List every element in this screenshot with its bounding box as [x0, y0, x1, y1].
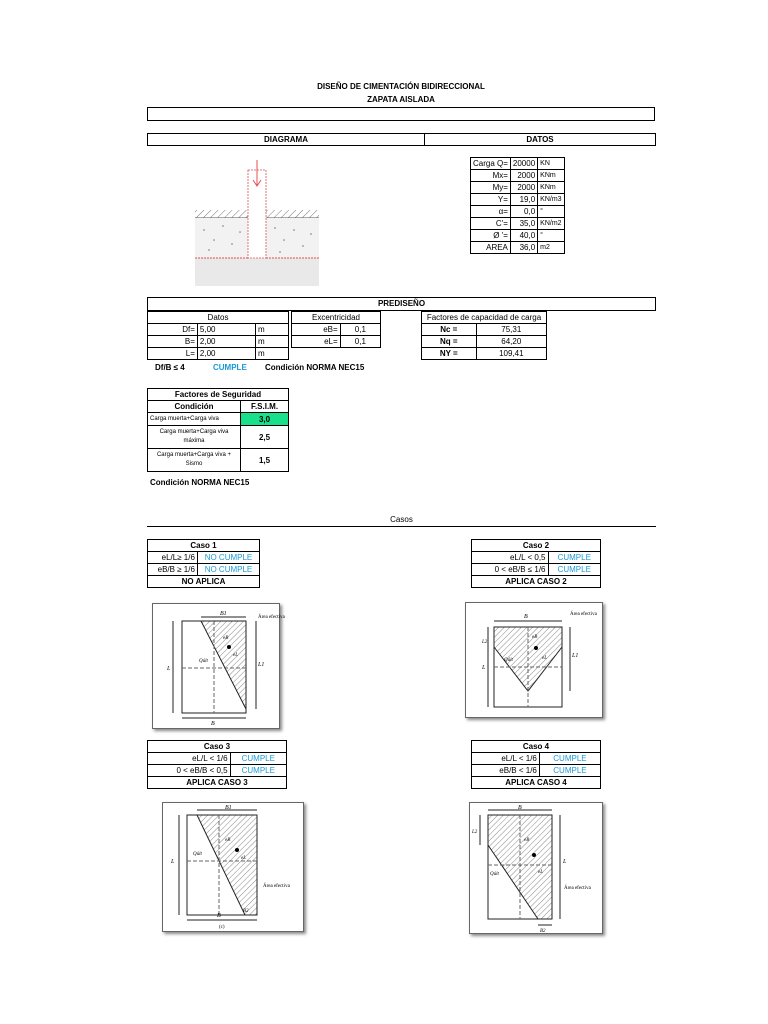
caso-3-eb-label: eB	[225, 838, 231, 843]
seguridad-title: Factores de Seguridad	[148, 389, 289, 401]
caso-4-el-label: eL	[538, 870, 543, 875]
datos-label: Y=	[471, 194, 511, 206]
pre-datos-row	[148, 324, 289, 336]
datos-row	[471, 230, 565, 242]
excentricidad-table	[291, 311, 381, 348]
diagrama-header: DIAGRAMA	[148, 134, 425, 146]
caso-1-b-label: B	[211, 721, 215, 727]
caso-4-eb-label: eB	[524, 838, 530, 843]
caso-1-cond-1: eL/L≥ 1/6	[148, 552, 198, 564]
caso-1-cond-2: eB/B ≥ 1/6	[148, 564, 198, 576]
caso-2-cond-2: 0 < eB/B ≤ 1/6	[472, 564, 549, 576]
caso-1-el-label: eL	[233, 653, 238, 658]
factores-header: Factores de capacidad de carga	[422, 312, 547, 324]
pre-datos-unit: m	[256, 336, 289, 348]
seguridad-cond-2: Carga muerta+Carga viva máxima	[148, 426, 241, 449]
condicion-norma-label: Condición NORMA NEC15	[265, 363, 365, 372]
caso-4-qult-label: Qúlt	[490, 872, 499, 877]
datos-row	[471, 206, 565, 218]
caso-2-title: Caso 2	[472, 540, 601, 552]
caso-3-qult-label: Qúlt	[193, 852, 202, 857]
datos-value: 19,0	[510, 194, 537, 206]
datos-row	[471, 182, 565, 194]
factores-value: 109,41	[476, 348, 546, 360]
caso-2-figure	[465, 602, 603, 718]
caso-3-b1-label: B1	[225, 805, 232, 811]
datos-header: DATOS	[425, 134, 656, 146]
caso-2-l2-label: L2	[482, 640, 488, 645]
caso-2-res-2: CUMPLE	[548, 564, 601, 576]
caso-1-l-label: L	[167, 666, 171, 672]
excentricidad-value: 0,1	[340, 336, 380, 348]
caso-1-footer: NO APLICA	[148, 576, 260, 588]
caso-3-res-2: CUMPLE	[230, 765, 286, 777]
datos-value: 40,0	[510, 230, 537, 242]
caso-2-l-label: L	[482, 665, 486, 671]
caso-4-title: Caso 4	[472, 741, 601, 753]
caso-2-cond-1: eL/L < 0,5	[472, 552, 549, 564]
pre-datos-value: 2,00	[197, 336, 255, 348]
datos-row	[471, 242, 565, 254]
datos-unit: KN	[538, 158, 564, 170]
factores-label: Nq =	[422, 336, 477, 348]
pre-datos-row	[148, 336, 289, 348]
factores-row	[422, 348, 547, 360]
seguridad-fs-2: 2,5	[241, 426, 289, 449]
datos-label: Mx=	[471, 170, 511, 182]
datos-value: 35,0	[510, 218, 537, 230]
factores-value: 75,31	[476, 324, 546, 336]
caso-4-b2-label: B2	[540, 929, 546, 934]
caso-2-qult-label: Qúlt	[504, 658, 513, 663]
datos-unit: °	[538, 230, 564, 242]
title-bar	[147, 107, 655, 121]
caso-3-footer: APLICA CASO 3	[148, 777, 287, 789]
caso-3-b-label: B	[217, 913, 221, 919]
caso-1-b1-label: B1	[220, 611, 227, 617]
datos-unit: KN/m3	[538, 194, 564, 206]
caso-3-title: Caso 3	[148, 741, 287, 753]
dfb-label: Df/B ≤ 4	[155, 363, 185, 372]
caso-1-res-1: NO CUMPLE	[197, 552, 259, 564]
excentricidad-label: eL=	[292, 336, 341, 348]
caso-2-l1-label: L1	[572, 653, 579, 659]
datos-value: 0,0	[510, 206, 537, 218]
caso-3-res-1: CUMPLE	[230, 753, 286, 765]
pre-datos-header: Datos	[148, 312, 289, 324]
document-title: DISEÑO DE CIMENTACIÓN BIDIRECCIONAL	[317, 82, 485, 91]
caso-4-figure	[469, 802, 603, 934]
caso-4-cond-1: eL/L < 1/6	[472, 753, 540, 765]
factores-value: 64,20	[476, 336, 546, 348]
datos-unit: KNm	[538, 170, 564, 182]
seguridad-table	[147, 388, 289, 472]
excentricidad-row	[292, 324, 381, 336]
caso-2-eb-label: eB	[532, 635, 538, 640]
datos-label: Carga Q=	[471, 158, 511, 170]
caso-2-area-label: Área efectiva	[570, 612, 597, 617]
factores-label: NY =	[422, 348, 477, 360]
caso-1-area-label: Área efectiva	[258, 615, 285, 620]
caso-3-l-label: L	[171, 859, 175, 865]
caso-1-figure	[152, 603, 285, 729]
factores-table	[421, 311, 547, 360]
datos-row	[471, 194, 565, 206]
datos-value: 2000	[510, 170, 537, 182]
prediseno-title: PREDISEÑO	[377, 299, 426, 308]
caso-3-area-label: Área efectiva	[263, 884, 290, 889]
datos-row	[471, 158, 565, 170]
pre-datos-unit: m	[256, 348, 289, 360]
datos-unit: KN/m2	[538, 218, 564, 230]
excentricidad-label: eB=	[292, 324, 341, 336]
caso-3-cond-1: eL/L < 1/6	[148, 753, 231, 765]
caso-1-qult-label: Qúlt	[199, 659, 208, 664]
caso-3-b2-label: B2	[243, 909, 249, 914]
caso-4-footer: APLICA CASO 4	[472, 777, 601, 789]
document-subtitle: ZAPATA AISLADA	[367, 95, 435, 104]
seguridad-col2: F.S.I.M.	[241, 401, 289, 413]
datos-value: 2000	[510, 182, 537, 194]
datos-label: My=	[471, 182, 511, 194]
datos-label: α=	[471, 206, 511, 218]
caso-2-table	[471, 539, 601, 588]
seguridad-fs-1: 3,0	[241, 413, 289, 426]
dfb-result: CUMPLE	[213, 363, 247, 372]
caso-3-figure	[162, 802, 304, 932]
pre-datos-label: Df=	[148, 324, 198, 336]
datos-row	[471, 170, 565, 182]
caso-1-l1-label: L1	[258, 662, 265, 668]
caso-2-el-label: eL	[542, 656, 547, 661]
caso-4-cond-2: eB/B < 1/6	[472, 765, 540, 777]
seguridad-cond-3: Carga muerta+Carga viva + Sismo	[148, 449, 241, 472]
section-header	[147, 133, 656, 146]
excentricidad-row	[292, 336, 381, 348]
footing-diagram	[190, 160, 322, 288]
caso-4-l2-label: L2	[472, 830, 478, 835]
caso-4-l-label: L	[563, 859, 567, 865]
excentricidad-value: 0,1	[340, 324, 380, 336]
seguridad-fs-3: 1,5	[241, 449, 289, 472]
caso-3-cond-2: 0 < eB/B < 0,5	[148, 765, 231, 777]
datos-label: AREA	[471, 242, 511, 254]
caso-4-res-2: CUMPLE	[539, 765, 600, 777]
factores-row	[422, 336, 547, 348]
pre-datos-row	[148, 348, 289, 360]
caso-2-footer: APLICA CASO 2	[472, 576, 601, 588]
caso-1-res-2: NO CUMPLE	[197, 564, 259, 576]
pre-datos-label: B=	[148, 336, 198, 348]
casos-title: Casos	[390, 515, 413, 524]
caso-4-b-label: B	[518, 805, 522, 811]
caso-1-title: Caso 1	[148, 540, 260, 552]
datos-value: 36,0	[510, 242, 537, 254]
caso-4-area-label: Área efectiva	[564, 886, 591, 891]
seguridad-footer: Condición NORMA NEC15	[150, 478, 250, 487]
caso-3-el-label: eL	[241, 856, 246, 861]
datos-label: Ø '=	[471, 230, 511, 242]
datos-value: 20000	[510, 158, 537, 170]
pre-datos-value: 5,00	[197, 324, 255, 336]
seguridad-cond-1: Carga muerta+Carga viva	[148, 413, 241, 426]
datos-row	[471, 218, 565, 230]
caso-3-caption: (c)	[219, 925, 225, 930]
caso-2-b-label: B	[524, 614, 528, 620]
caso-1-eb-label: eB	[223, 636, 229, 641]
datos-unit: KNm	[538, 182, 564, 194]
pre-datos-value: 2,00	[197, 348, 255, 360]
datos-unit: °	[538, 206, 564, 218]
caso-1-table	[147, 539, 260, 588]
datos-label: C'=	[471, 218, 511, 230]
factores-row	[422, 324, 547, 336]
casos-divider	[147, 526, 656, 527]
caso-4-table	[471, 740, 601, 789]
datos-unit: m2	[538, 242, 564, 254]
caso-4-res-1: CUMPLE	[539, 753, 600, 765]
caso-3-table	[147, 740, 287, 789]
caso-2-res-1: CUMPLE	[548, 552, 601, 564]
pre-datos-table	[147, 311, 289, 360]
datos-table	[470, 157, 565, 254]
pre-datos-label: L=	[148, 348, 198, 360]
excentricidad-header: Excentricidad	[292, 312, 381, 324]
factores-label: Nc =	[422, 324, 477, 336]
seguridad-col1: Condición	[148, 401, 241, 413]
pre-datos-unit: m	[256, 324, 289, 336]
